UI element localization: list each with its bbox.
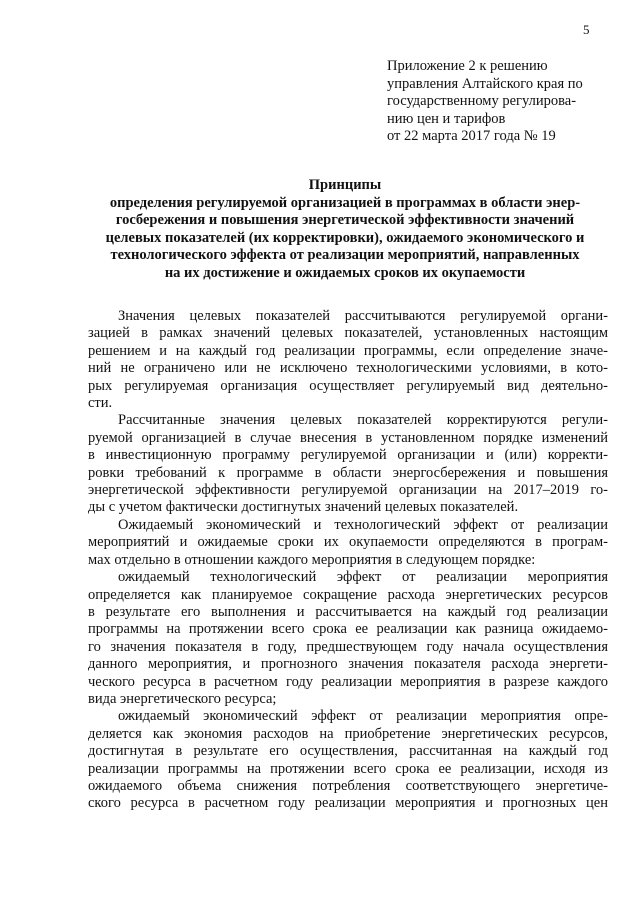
- body-line: зацией в рамках значений целевых показателей, установленных настоящим: [88, 325, 608, 342]
- body-line: определяется как планируемое сокращение расхода энергетических ресурсов: [88, 586, 608, 603]
- body-line: ческого ресурса в расчетном году реализации мероприятия в разрезе каждого: [88, 673, 608, 690]
- body-line: Значения целевых показателей рассчитываются регулируемой органи-: [118, 308, 608, 324]
- document-title: Принципы определения регулируемой организацией в программах в области энер- госбережения и повышения энергетической эффективности значений целевых показателей (их корректировки), ожидаемого экономического и технологического эффекта от реализации мероприятий, направленных на их достижение и ожидаемых сроков их окупаемости: [105, 177, 585, 281]
- body-line: реализации программы на протяжении всего срока ее реализации, исходя из: [88, 760, 608, 777]
- page-number: 5: [583, 22, 590, 37]
- body-line: энергетической эффективности регулируемой организации на 2017–2019 го-: [88, 482, 608, 499]
- body-line: го значения показателя в году, предшествующем году начала осуществления: [88, 638, 608, 655]
- body-line: мах отдельно в отношении каждого мероприятия в следующем порядке:: [88, 551, 536, 568]
- body-line: достигнутая в результате его осуществления, рассчитанная на каждый год: [88, 743, 608, 760]
- body-line: рых регулируемая организация осуществляет регулируемый вид деятельно-: [88, 377, 608, 394]
- body-line: ровки требований к программе в области энергосбережения и повышения: [88, 464, 608, 481]
- body-line: мероприятий и ожидаемые сроки их окупаемости определяются в програм-: [88, 534, 608, 551]
- body-line: ды с учетом фактически достигнутых значений целевых показателей.: [88, 499, 519, 516]
- body-line: ний не ограничено или не исключено технологическими условиями, в кото-: [88, 360, 608, 377]
- body-line: руемой организацией в случае внесения в установленном порядке изменений: [88, 429, 608, 446]
- body-line: ожидаемого объема снижения потребления соответствующего энергетиче-: [88, 777, 608, 794]
- body-line: ского ресурса в расчетном году реализации мероприятия и прогнозных цен: [88, 795, 608, 812]
- appendix-header: Приложение 2 к решению управления Алтайского края по государственному регулирова- нию цен и тарифов от 22 марта 2017 года № 19: [387, 58, 583, 144]
- body-line: решением и на каждый год реализации программы, если определение значе-: [88, 342, 608, 359]
- body-line: ожидаемый технологический эффект от реализации мероприятия: [118, 569, 608, 586]
- body-line: данного мероприятия, и прогнозного значения показателя расхода энергети-: [88, 656, 608, 673]
- body-line: ожидаемый экономический эффект от реализации мероприятия опре-: [118, 708, 608, 725]
- document-body: [88, 308, 608, 813]
- body-line: деляется как экономия расходов на приобретение энергетических ресурсов,: [88, 725, 608, 742]
- body-line: в инвестиционную программу регулируемой организации и (или) корректи-: [88, 447, 608, 464]
- body-line: Ожидаемый экономический и технологический эффект от реализации: [118, 516, 608, 533]
- body-line: Рассчитанные значения целевых показателей корректируются регули-: [118, 412, 608, 429]
- body-line: сти.: [88, 395, 113, 412]
- body-line: программы на протяжении всего срока ее реализации как разница ожидаемо-: [88, 621, 608, 638]
- body-line: в результате его выполнения и рассчитывается на каждый год реализации: [88, 603, 608, 620]
- body-line: вида энергетического ресурса;: [88, 690, 277, 707]
